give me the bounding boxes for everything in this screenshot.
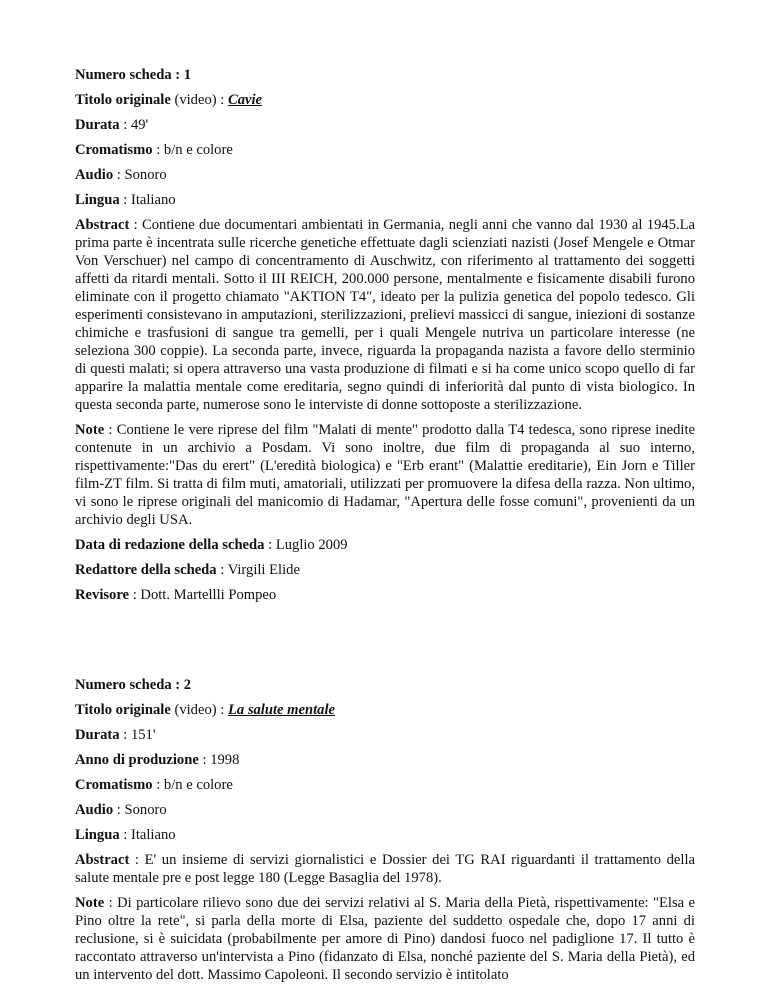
reviewer: Revisore : Dott. Martellli Pompeo — [75, 587, 277, 603]
record-separator — [75, 611, 695, 676]
original-title: Titolo originale (video) : Cavie — [75, 92, 263, 108]
chromatism: Cromatismo : b/n e colore — [75, 142, 233, 158]
record-number: Numero scheda : 2 — [75, 677, 192, 693]
duration: Durata : 49' — [75, 117, 149, 133]
language: Lingua : Italiano — [75, 192, 176, 208]
author: Redattore della scheda : Virgili Elide — [75, 562, 300, 578]
original-title: Titolo originale (video) : La salute mentale — [75, 702, 335, 718]
language: Lingua : Italiano — [75, 827, 176, 843]
production-year: Anno di produzione : 1998 — [75, 752, 240, 768]
audio: Audio : Sonoro — [75, 802, 167, 818]
chromatism: Cromatismo : b/n e colore — [75, 777, 233, 793]
abstract: Abstract : Contiene due documentari ambientati in Germania, negli anni che vanno dal 1930 al 1945.La prima parte è incentrata sulle ricerche genetiche effettuate dagli scienziati nazisti (Josef Mengele e Otmar Von Verschuer) nel campo di concentramento di Auschwitz, con riferimento al trattamento dei soggetti affetti da ritardi mentali. Sotto il III REICH, 200.000 persone, mentalmente e fisicamente disabili furono eliminate con il progetto chiamato "AKTION T4", ideato per la pulizia genetica del popolo tedesco. Gli esperimenti consistevano in amputazioni, sterilizzazioni, prelievi massicci di sangue, iniezioni di sostanze chimiche e trasfusioni di sangue tra gemelli, per i quali Mengele nutriva un particolare interesse (ne seleziona 300 coppie). La seconda parte, invece, riguarda la propaganda nazista a favore dello sterminio di questi malati; si opera attraverso una vasta produzione di filmati e si ha come unico scopo quello di far apparire la malattia mentale come ereditaria, segno quindi di inferiorità dal punto di vista biologico. In questa seconda parte, numerose sono le interviste di donne sottoposte a sterilizzazione. — [75, 217, 695, 413]
title-link[interactable]: Cavie — [227, 92, 263, 108]
title-link[interactable]: La salute mentale — [227, 702, 335, 718]
notes: Note : Di particolare rilievo sono due dei servizi relativi al S. Maria della Pietà, rispettivamente: "Elsa e Pino oltre la rete", si parla della morte di Elsa, paziente del suddetto ospedale che, dopo 17 anni di reclusione, si è suicidata (probabilmente per amore di Pino) dandosi fuoco nel padiglione 17. Il tutto è raccontato attraverso un'intervista a Pino (fidanzato di Elsa, nonché paziente del S. Maria della Pietà), ed un intervento del dott. Massimo Capoleoni. Il secondo servizio è intitolato — [75, 895, 695, 983]
audio: Audio : Sonoro — [75, 167, 167, 183]
drafting-date: Data di redazione della scheda : Luglio 2009 — [75, 537, 348, 553]
duration: Durata : 151' — [75, 727, 156, 743]
abstract: Abstract : E' un insieme di servizi giornalistici e Dossier dei TG RAI riguardanti il trattamento della salute mentale pre e post legge 180 (Legge Basaglia del 1978). — [75, 852, 695, 886]
notes: Note : Contiene le vere riprese del film "Malati di mente" prodotto dalla T4 tedesca, sono riprese inedite contenute in un archivio a Posdam. Vi sono inoltre, due film di propaganda al suo interno, rispettivamente:"Das du erert" (L'eredità biologica) e "Erb erant" (Malattie ereditarie), Ein Jorn e Tiller film-ZT film. Si tratta di film muti, amatoriali, utilizzati per promuovere la difesa della razza. Non ultimo, vi sono le riprese originali del manicomio di Hadamar, "Apertura delle fosse comuni", provenienti da un archivio degli USA. — [75, 422, 695, 528]
record-number: Numero scheda : 1 — [75, 67, 192, 83]
document-page — [75, 66, 695, 991]
